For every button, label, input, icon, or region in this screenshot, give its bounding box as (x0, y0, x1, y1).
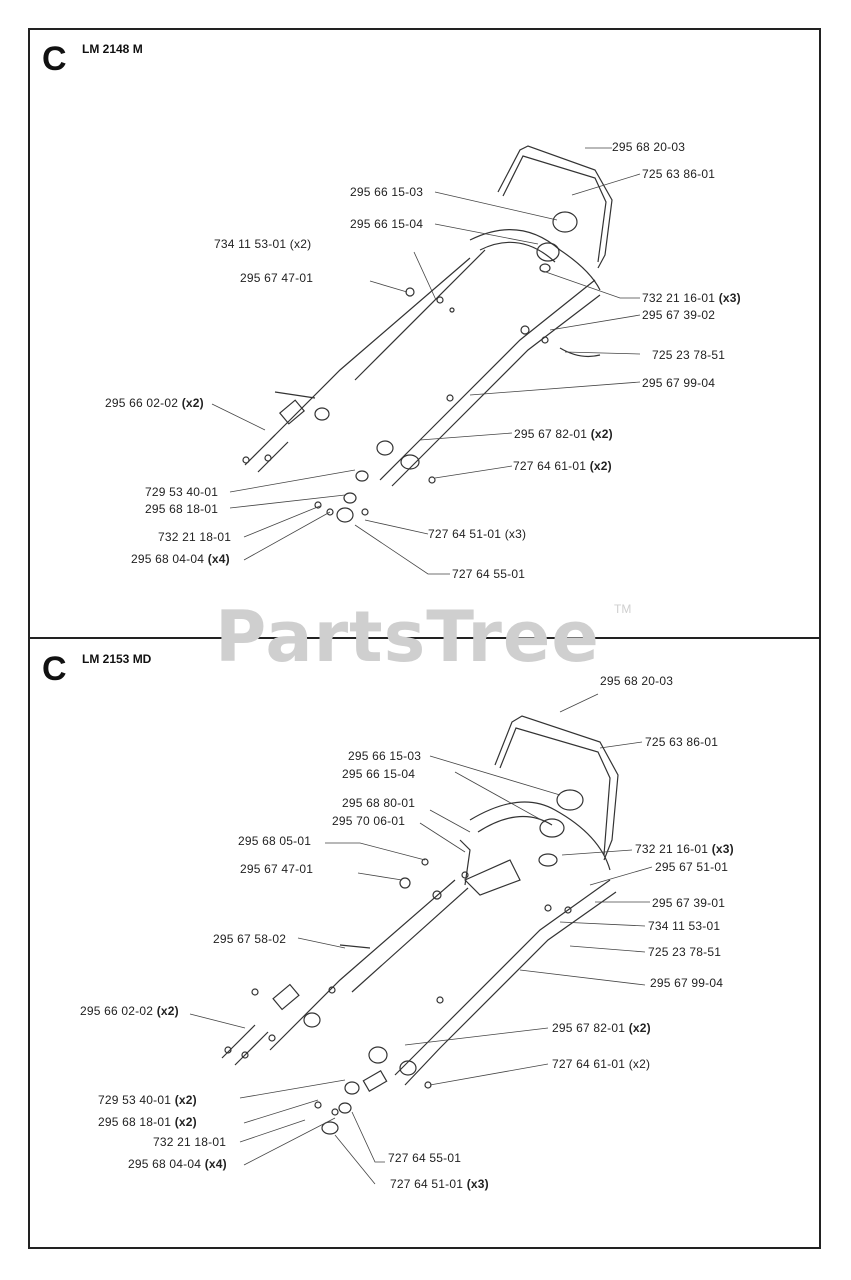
section-letter-top: C (42, 40, 67, 78)
top-leader-lines (212, 148, 640, 574)
section-letter-bottom: C (42, 650, 67, 688)
part-label: 295 68 80-01 (342, 796, 416, 810)
part-label: 295 67 58-02 (213, 932, 287, 946)
part-label: 727 64 61-01 (x2) (513, 459, 612, 473)
part-label: 295 67 47-01 (240, 862, 314, 876)
part-label: 734 11 53-01 (x2) (214, 237, 312, 251)
watermark-logo: PartsTree (215, 596, 600, 678)
part-label: 295 68 05-01 (238, 834, 312, 848)
part-label: 729 53 40-01 (145, 485, 219, 499)
part-label: 295 67 99-04 (642, 376, 716, 390)
part-label: 732 21 18-01 (158, 530, 232, 544)
part-label: 729 53 40-01 (x2) (98, 1093, 197, 1107)
part-label: 727 64 51-01 (x3) (428, 527, 527, 541)
part-label: 727 64 61-01 (x2) (552, 1057, 651, 1071)
part-label: 295 67 82-01 (x2) (552, 1021, 651, 1035)
part-label: 295 70 06-01 (332, 814, 406, 828)
part-label: 734 11 53-01 (648, 919, 721, 933)
model-label-bottom: LM 2153 MD (82, 652, 152, 666)
part-label: 295 68 20-03 (612, 140, 686, 154)
part-label: 295 68 04-04 (x4) (131, 552, 230, 566)
watermark-trademark: TM (614, 602, 632, 616)
part-label: 295 67 51-01 (655, 860, 729, 874)
part-label: 727 64 55-01 (452, 567, 526, 581)
part-label: 295 67 39-01 (652, 896, 726, 910)
part-label: 295 68 04-04 (x4) (128, 1157, 227, 1171)
part-label: 295 66 15-04 (350, 217, 424, 231)
part-label: 725 23 78-51 (652, 348, 726, 362)
part-label: 295 67 47-01 (240, 271, 314, 285)
part-label: 295 66 02-02 (x2) (80, 1004, 179, 1018)
part-label: 727 64 55-01 (388, 1151, 462, 1165)
part-label: 295 68 20-03 (600, 674, 674, 688)
part-label: 295 66 15-03 (348, 749, 422, 763)
part-label: 725 23 78-51 (648, 945, 722, 959)
part-label: 732 21 16-01 (x3) (642, 291, 741, 305)
part-label: 725 63 86-01 (645, 735, 719, 749)
part-label: 725 63 86-01 (642, 167, 716, 181)
model-label-top: LM 2148 M (82, 42, 143, 56)
part-label: 295 67 99-04 (650, 976, 724, 990)
part-label: 295 67 82-01 (x2) (514, 427, 613, 441)
part-label: 295 66 02-02 (x2) (105, 396, 204, 410)
part-label: 295 68 18-01 (145, 502, 219, 516)
part-label: 295 68 18-01 (x2) (98, 1115, 197, 1129)
part-label: 295 66 15-03 (350, 185, 424, 199)
part-label: 727 64 51-01 (x3) (390, 1177, 489, 1191)
bottom-handle-drawing (222, 716, 618, 1134)
part-label: 295 67 39-02 (642, 308, 716, 322)
part-label: 732 21 18-01 (153, 1135, 227, 1149)
part-label: 732 21 16-01 (x3) (635, 842, 734, 856)
part-label: 295 66 15-04 (342, 767, 416, 781)
